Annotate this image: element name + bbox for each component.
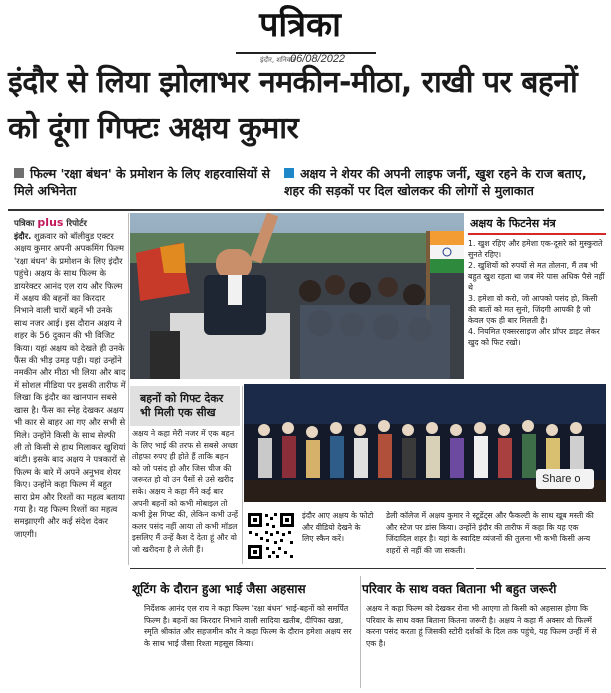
fitness-tips-box [468,216,606,380]
fitness-title: अक्षय के फिटनेस मंत्र [470,217,556,230]
plus-badge: plus [37,216,64,229]
fitness-item: 2. खुशियों को रुपयों से मत तोलना, मैं तब भी बहुत खुश रहता था जब मेरे पास अधिक पैसे नहीं थे [468,261,605,292]
shooting-body: निर्देशक आनंद एल राय ने कहा फिल्म 'रक्षा बंधन' भाई-बहनों को समर्पित फिल्म है। बहनों का किरदार निभाने वाली सादिया खतीब, दीपिका खन्ना, स्मृति श्रीकांत और सहजमीन कौर ने कहा फिल्म के दौरान हमेशा अक्षय सर के साथ भाई जैसा रिश्ता महसूस किया। [144,604,352,648]
family-heading: परिवार के साथ वक्त बिताना भी बहुत जरूरी [362,582,557,596]
subhead-left [14,165,274,199]
page-headline: इंदौर से लिया झोलाभर नमकीन-मीठा, राखी पर बहनों को दूंगा गिफ्टः अक्षय कुमार [8,65,578,146]
fitness-item: 1. खुश रहिए और हमेशा एक-दूसरे को मुस्कुराते सुनते रहिए। [468,239,603,259]
subhead-left-text: फिल्म 'रक्षा बंधन' के प्रमोशन के लिए शहरवासियों से मिले अभिनेता [14,166,270,198]
article-text: शुक्रवार को बॉलीवुड एक्टर अक्षय कुमार अपनी अपकमिंग फिल्म 'रक्षा बंधन' के प्रमोशन के लिए इंदौर पहुंचे। अक्षय के साथ फिल्म के डायरेक्टर आनंद एल राय और फिल्म में अक्षय की बहनों का किरदार निभाने वाली चारों बहनें भी उनके साथ नजर आई। इस दौरान अक्षय ने शहर के 56 दुकान की भी विजिट किया। यहां अक्षय को देखते ही उनके फैंस की भीड़ उमड़ पड़ी। यहां उन्होंने नमकीन और मीठा भी लिया और बाद में सोशल मीडिया पर इसकी तारीफ में लिखा कि इंदौर का खानपान सबसे खास है। फैंस का स्नेह देखकर अक्षय भी कार से बाहर आ गए और सभी से मिले। उन्होंने किसी के साथ सेल्फी ली तो किसी से हाथ मिलाकर खुशियां बांटी। इसके बाद अक्षय ने पत्रकारों से फिल्म के बारे में अपने अनुभव शेयर किए। उन्होंने कहा फिल्म में बहुत सारा प्रेम और रिश्तों का महत्व बताया गया है। यह फिल्म रिश्तों का महत्व समझाएगी और कई संदेश देकर जाएगी। [14,231,126,539]
gift-box-heading: बहनों को गिफ्ट देकर भी मिली एक सीख [130,386,240,426]
qr-code[interactable] [246,511,296,561]
crowd-photo-illustration [130,213,464,379]
reporter-byline [14,216,87,229]
main-article-body [14,230,126,686]
column-divider [360,576,361,688]
square-bullet-icon [14,168,24,178]
fitness-accent-rule [468,233,606,235]
fitness-item: 4. नियमित एक्सरसाइज और प्रॉपर डाइट लेकर खुद को फिट रखो। [468,327,600,347]
family-body: अक्षय ने कहा फिल्म को देखकर रोना भी आएगा तो किसी को अहसास होगा कि परिवार के साथ वक्त बिताना कितना जरूरी है। अक्षय ने कहा मैं अक्सर वो फिल्में करना पसंद करता हूं जिसकी स्टोरी दर्शकों के दिल तक पहुंचे, यह फिल्म उन्हीं में से एक है। [366,604,597,648]
square-bullet-icon [284,168,294,178]
fitness-item: 3. हमेशा वो करो, जो आपको पसंद हो, किसी की बातों को मत सुनो, जिंदगी आपकी है जो केवल एक ही बार मिलती है। [468,294,598,325]
byline-brand: पत्रिका [14,219,35,229]
edition-date: 06/08/2022 [290,53,346,65]
newspaper-logo: पत्रिका [259,5,341,45]
column-divider [242,386,243,564]
fitness-list [468,238,606,348]
qr-caption: इंदौर आए अक्षय के फोटो और वीडियो देखने के लिए स्कैन करें। [302,511,374,544]
column-divider [128,213,129,565]
stage-photo-caption: डेली कॉलेज में अक्षय कुमार ने स्टूडेंट्स और फैकल्टी के साथ खूब मस्ती की और स्टेज पर डांस किया। उन्होंने इंदौर की तारीफ में कहा कि यह एक जिंदादिल शहर है। यहां के स्वादिष्ट व्यंजनों की तुलना भी कभी किसी अन्य शहरों से नहीं की जा सकती। [386,511,594,555]
share-button[interactable]: Share o [536,469,594,489]
dateline-label: इंदौर, शनिवार [260,56,296,64]
subhead-right [284,165,604,199]
section-divider [476,568,606,569]
section-divider [130,568,474,569]
article-dateline: इंदौर. [14,231,32,241]
main-photo-crowd [130,213,464,379]
shooting-heading: शूटिंग के दौरान हुआ भाई जैसा अहसास [132,582,306,596]
byline-role: रिपोर्टर [66,219,87,229]
subhead-right-text: अक्षय ने शेयर की अपनी लाइफ जर्नी, खुश रहने के राज बताए, शहर की सड़कों पर दिल खोलकर की लोगों से मुलाकात [284,166,587,198]
gift-box-body: अक्षय ने कहा मेरी नजर में एक बहन के लिए भाई की तरफ से सबसे अच्छा तोहफा रुपए ही होते हैं ताकि बहन को जो पसंद हो और जिस चीज की जरूरत हो वो उन पैसों से उसे खरीद सके। अक्षय ने कहा मैंने कई बार अपनी बहनों को कभी मोबाइल तो कभी ड्रेस गिफ्ट की, लेकिन कभी उन्हें कलर पसंद नहीं आया तो कभी मॉडल इसलिए मैं उन्हें कैश दे देता हूं और वो जो खरीदना है ले लेती हैं। [132,429,238,554]
section-divider [8,209,604,211]
